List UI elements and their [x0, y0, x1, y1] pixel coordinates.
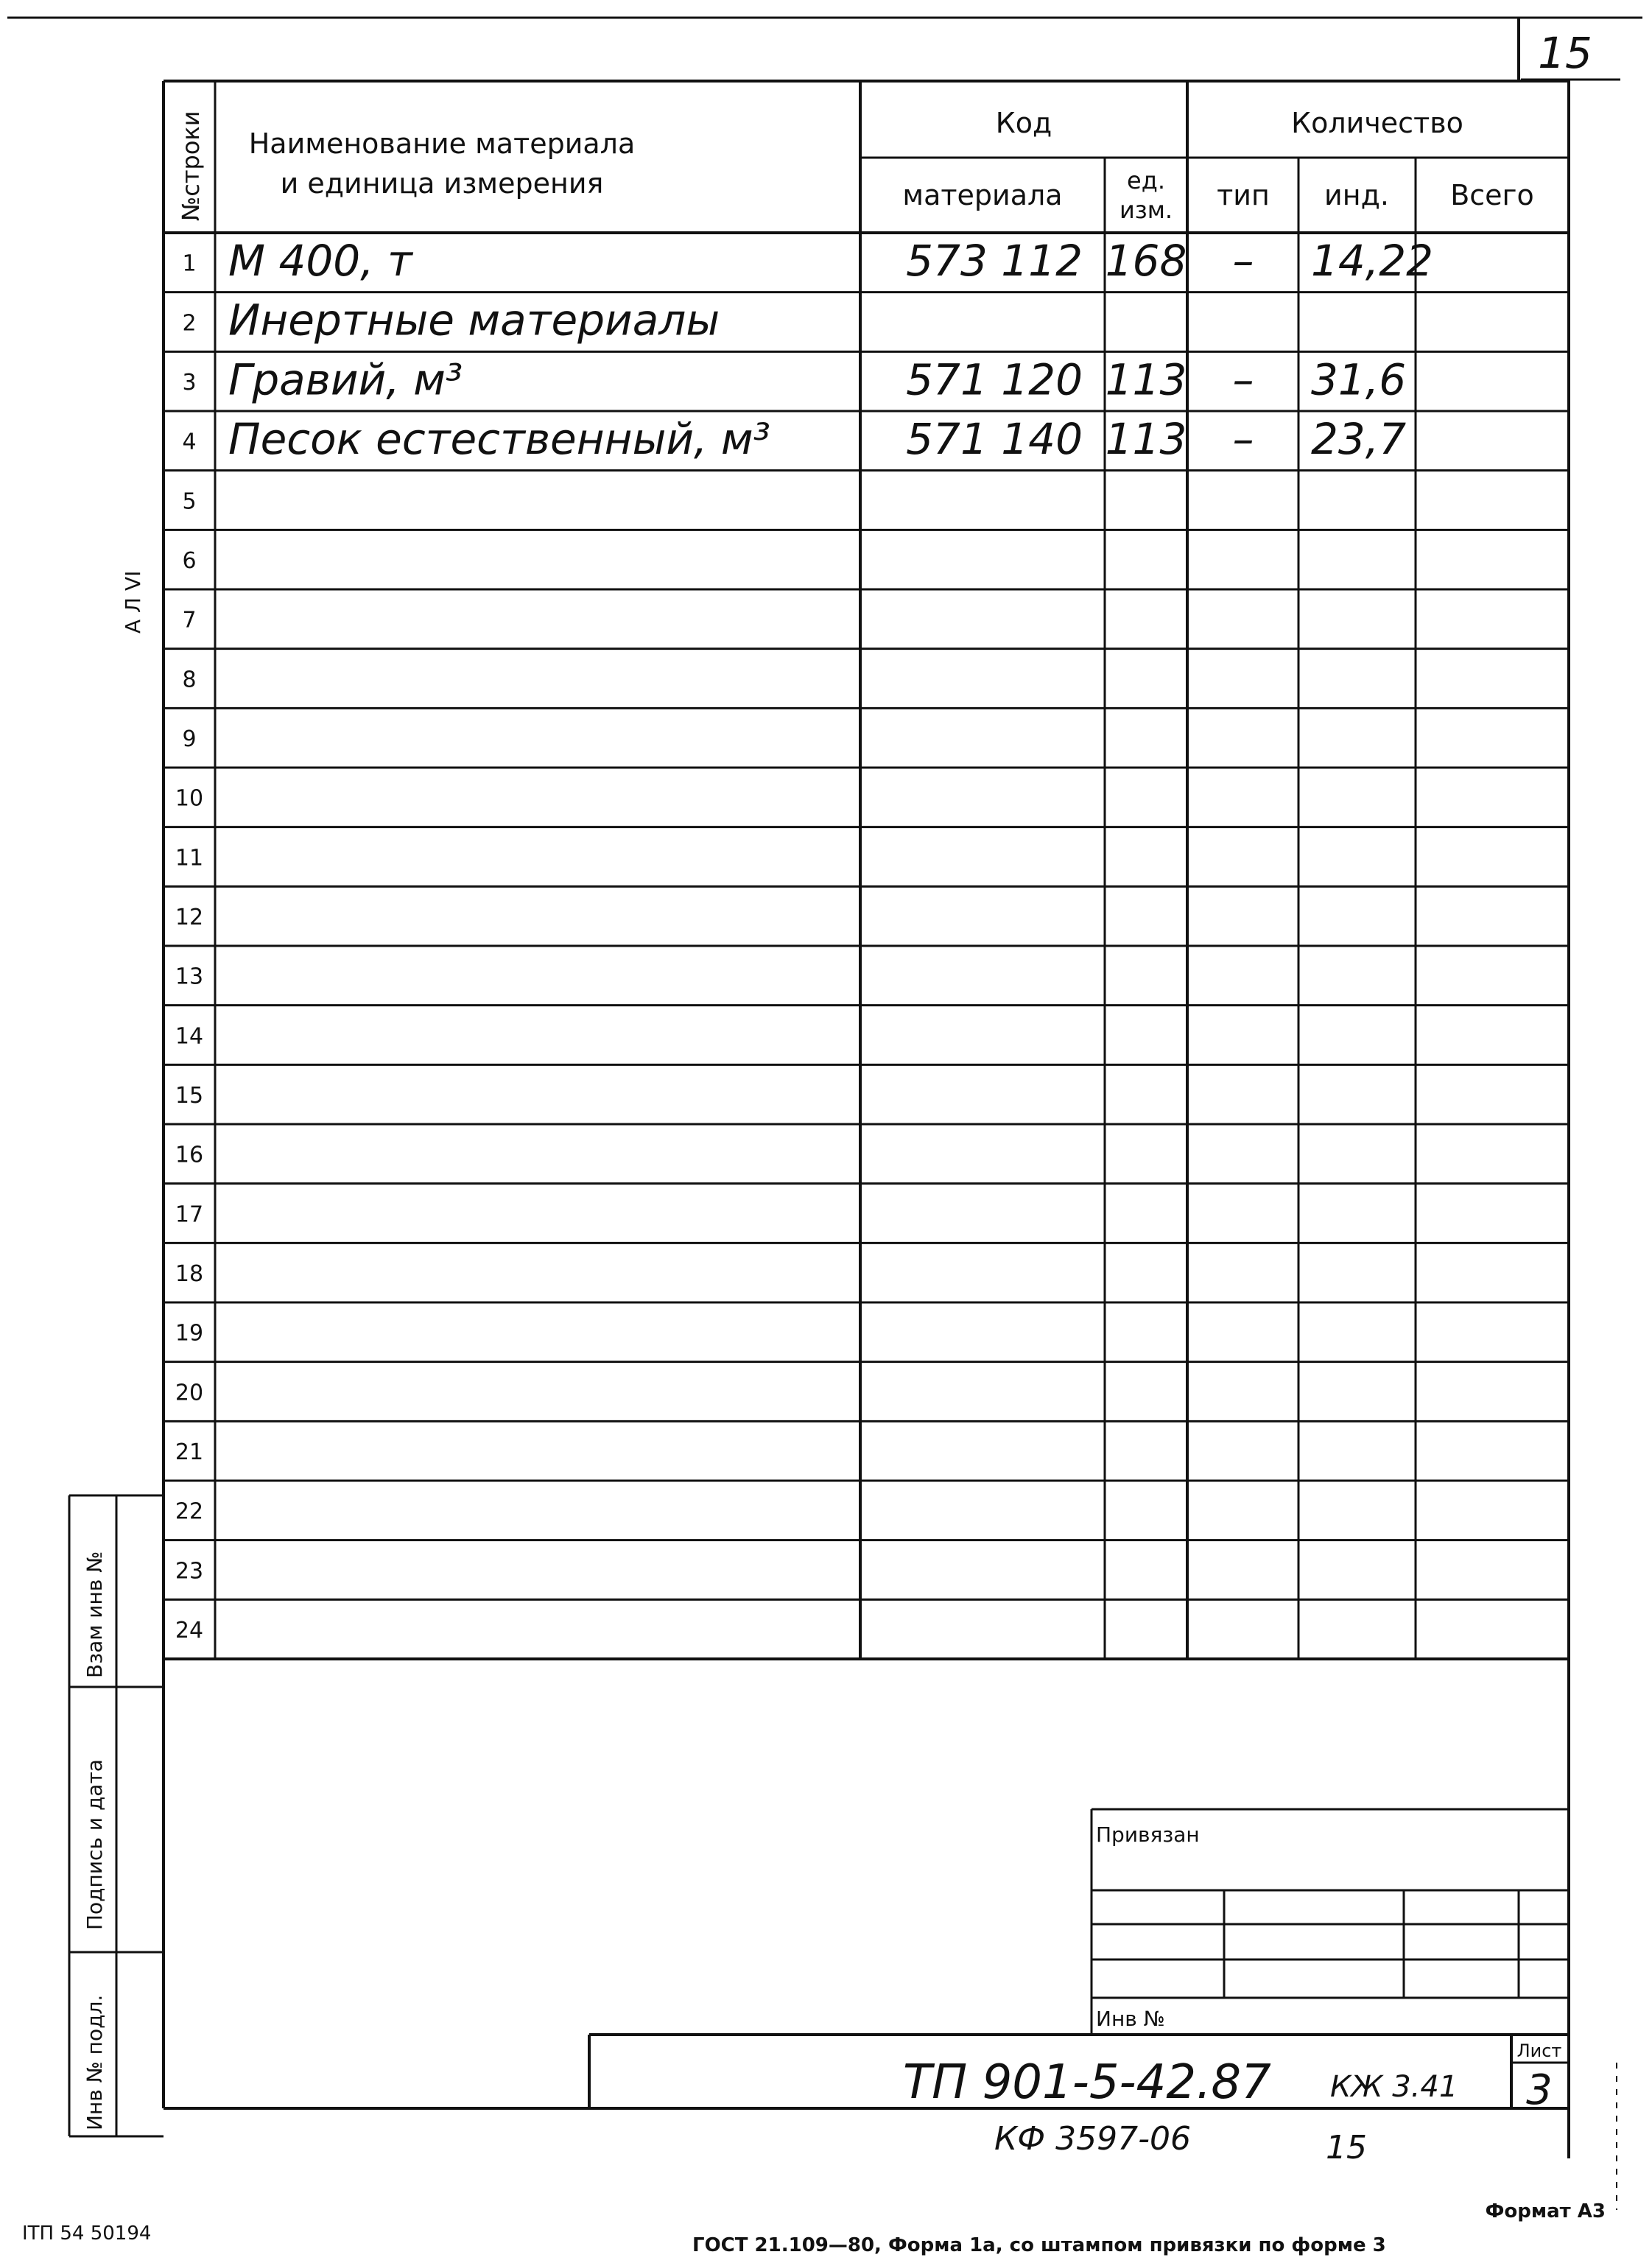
- header-code: Код: [995, 107, 1052, 139]
- cell-n: 15: [175, 1082, 204, 1109]
- cell-n: 8: [182, 667, 197, 693]
- table-row: [175, 1439, 203, 1465]
- cell-n: 11: [175, 845, 204, 871]
- table-row: [182, 548, 196, 574]
- stamp-list-no: 3: [1526, 2066, 1553, 2114]
- cell-n: 21: [175, 1439, 204, 1465]
- copy-number: 15: [1326, 2129, 1367, 2166]
- cell-n: 4: [182, 429, 197, 455]
- footer-gost: ГОСТ 21.109—80, Форма 1а, со штампом привязки по форме 3: [692, 2234, 1386, 2256]
- stamp-section: КЖ 3.41: [1330, 2070, 1458, 2104]
- table-row: [175, 1201, 203, 1227]
- table-row: [182, 488, 196, 514]
- table-row: [182, 354, 1406, 404]
- cell-n: 10: [175, 785, 204, 812]
- table-row: [175, 905, 203, 930]
- cell-n: 12: [175, 904, 204, 930]
- header-row-number-label: №строки: [177, 110, 205, 221]
- margin-inv-podl: Инв № подл.: [82, 1994, 107, 2130]
- table-row: [182, 608, 196, 634]
- cell-code: 573 112: [906, 236, 1083, 287]
- cell-code: 571 140: [906, 414, 1083, 465]
- stamp-doc-code: ТП 901-5-42.87: [903, 2055, 1271, 2110]
- table-row: [175, 1321, 203, 1347]
- cell-n: 13: [175, 964, 204, 990]
- header-quantity: Количество: [1291, 107, 1463, 139]
- cell-n: 7: [182, 607, 197, 634]
- table-row: [175, 786, 203, 812]
- cell-n: 23: [175, 1558, 204, 1585]
- cell-n: 3: [182, 369, 197, 396]
- table-row: [175, 1618, 203, 1643]
- cell-n: 17: [175, 1201, 204, 1228]
- table-row: [182, 667, 196, 692]
- table-row: [175, 1261, 203, 1287]
- table-row: [182, 236, 1433, 286]
- page-number: 15: [1538, 28, 1592, 78]
- material-table-rows: [175, 236, 1433, 1643]
- table-row: [175, 1023, 203, 1049]
- cell-unit: 168: [1105, 236, 1187, 287]
- table-row: [175, 1083, 203, 1109]
- cell-n: 18: [175, 1260, 204, 1287]
- row-lines: [164, 292, 1569, 1600]
- header-code-unit-line2: изм.: [1119, 196, 1173, 224]
- footer-left: ІТП 54 50194: [22, 2222, 152, 2245]
- cell-ind: 31,6: [1311, 354, 1407, 405]
- table-row: [182, 726, 196, 752]
- cell-n: 5: [182, 488, 197, 515]
- cell-unit: 113: [1105, 354, 1187, 405]
- stamp-list-label: Лист: [1516, 2041, 1562, 2061]
- table-row: [182, 414, 1406, 464]
- stamp-inv-no: Инв №: [1096, 2007, 1165, 2031]
- table-row: [175, 1143, 203, 1168]
- table-row: [175, 964, 203, 990]
- cell-n: 19: [175, 1320, 204, 1347]
- cell-type: –: [1232, 236, 1254, 287]
- stamp-privyazan: Привязан: [1096, 1822, 1200, 1847]
- footer-format: Формат А3: [1485, 2200, 1606, 2222]
- margin-vzam-inv: Взам инв №: [82, 1551, 107, 1678]
- table-row: [175, 845, 203, 871]
- cell-ind: 23,7: [1311, 414, 1407, 465]
- cell-unit: 113: [1105, 414, 1187, 465]
- cell-n: 24: [175, 1617, 204, 1643]
- order-number: КФ 3597-06: [994, 2120, 1191, 2158]
- cell-type: –: [1232, 354, 1254, 405]
- margin-podpis-data: Подпись и дата: [82, 1759, 107, 1930]
- header-code-unit-line1: ед.: [1127, 166, 1165, 194]
- cell-n: 14: [175, 1023, 204, 1050]
- header-qty-type: тип: [1217, 179, 1270, 211]
- header-code-material: материала: [902, 179, 1063, 211]
- table-row: [175, 1558, 203, 1584]
- header-qty-total: Всего: [1450, 179, 1534, 211]
- cell-n: 2: [182, 310, 197, 337]
- cell-name: М 400, т: [228, 236, 412, 287]
- cell-n: 9: [182, 726, 197, 752]
- cell-n: 20: [175, 1380, 204, 1406]
- header-name-line1: Наименование материала: [248, 127, 636, 160]
- margin-mark: А Л VI: [121, 570, 145, 634]
- cell-n: 22: [175, 1498, 204, 1525]
- cell-name: Гравий, м³: [228, 354, 463, 405]
- header-qty-ind: инд.: [1324, 179, 1389, 211]
- cell-ind: 14,22: [1311, 236, 1434, 287]
- cell-name: Песок естественный, м³: [228, 414, 770, 465]
- cell-n: 1: [182, 250, 197, 277]
- table-row: [182, 295, 720, 345]
- cell-n: 6: [182, 547, 197, 574]
- cell-name: Инертные материалы: [228, 295, 720, 345]
- cell-code: 571 120: [906, 354, 1083, 405]
- cell-type: –: [1232, 414, 1254, 465]
- table-row: [175, 1380, 203, 1406]
- cell-n: 16: [175, 1142, 204, 1168]
- header-name-line2: и единица измерения: [280, 167, 604, 200]
- table-row: [175, 1499, 203, 1525]
